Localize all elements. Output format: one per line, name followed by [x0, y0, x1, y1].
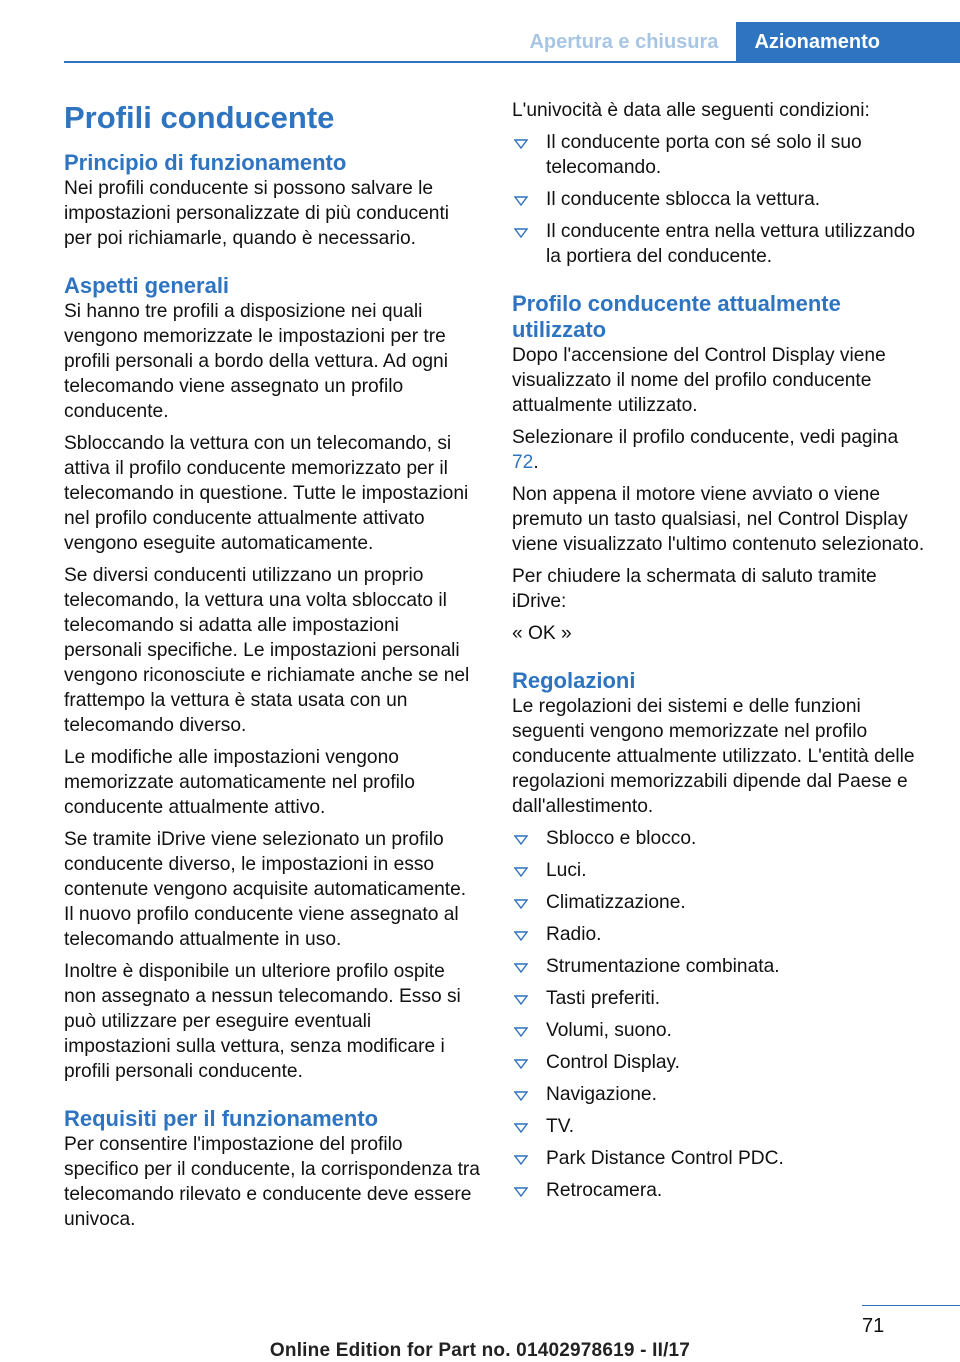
list-item [512, 1114, 928, 1139]
edition-footer: Online Edition for Part no. 01402978619 - II/17 [269, 1340, 691, 1361]
list-item-text: Radio. [546, 924, 602, 945]
triangle-bullet-icon [514, 1187, 528, 1197]
page-reference-link[interactable]: 72 [512, 452, 534, 473]
paragraph-text: Selezionare il profilo conducente, vedi pagina [512, 427, 899, 448]
list-item [512, 130, 928, 180]
triangle-bullet-icon [514, 1027, 528, 1037]
paragraph: Sbloccando la vettura con un telecomando, si attiva il profilo conducente memorizzato per il telecomando in questione. Tutte le impostazioni nel profilo conducente attualmente attivato vengono eseguite automaticamente. [64, 433, 469, 554]
paragraph: Si hanno tre profili a disposizione nei quali vengono memorizzate le impostazioni per tre profili personali a bordo della vettura. Ad ogni telecomando viene assegnato un profilo conducente. [64, 301, 448, 422]
list-item [512, 1146, 928, 1171]
header-section: Apertura e chiusura [529, 30, 719, 53]
list-item-text: Volumi, suono. [546, 1020, 672, 1041]
paragraph: « OK » [512, 623, 572, 644]
triangle-bullet-icon [514, 1059, 528, 1069]
paragraph: L'univocità è data alle seguenti condizioni: [512, 100, 870, 121]
list-item-text: Il conducente porta con sé solo il suo telecomando. [546, 132, 862, 178]
conditions-list [512, 130, 928, 269]
paragraph [512, 425, 928, 475]
header-rule [64, 61, 960, 63]
list-item [512, 954, 928, 979]
triangle-bullet-icon [514, 1155, 528, 1165]
paragraph-text: . [533, 452, 539, 473]
section-heading: Aspetti generali [64, 273, 230, 298]
section-heading: Requisiti per il funzionamento [64, 1106, 379, 1131]
list-item [512, 922, 928, 947]
triangle-bullet-icon [514, 963, 528, 973]
list-item-text: Luci. [546, 860, 587, 881]
list-item-text: Climatizzazione. [546, 892, 686, 913]
triangle-bullet-icon [514, 139, 528, 149]
paragraph: Dopo l'accensione del Control Display viene visualizzato il nome del profilo conducente attualmente utilizzato. [512, 345, 886, 416]
triangle-bullet-icon [514, 995, 528, 1005]
list-item-text: Park Distance Control PDC. [546, 1148, 784, 1169]
paragraph: Non appena il motore viene avviato o viene premuto un tasto qualsiasi, nel Control Display viene visualizzato l'ultimo contenuto selezionato. [512, 484, 925, 555]
triangle-bullet-icon [514, 1091, 528, 1101]
footer-rule [862, 1305, 960, 1306]
list-item [512, 1018, 928, 1043]
paragraph: Le regolazioni dei sistemi e delle funzioni seguenti vengono memorizzate nel profilo conducente attualmente utilizzato. L'entità delle regolazioni memorizzabili dipende dal Paese e dall'allestimento. [512, 696, 915, 817]
section-heading: Profilo conducente attualmente utilizzato [512, 291, 841, 342]
list-item [512, 890, 928, 915]
list-item [512, 1050, 928, 1075]
list-item-text: Il conducente sblocca la vettura. [546, 189, 821, 210]
right-column [512, 98, 928, 1210]
list-item-text: Tasti preferiti. [546, 988, 661, 1009]
paragraph: Per chiudere la schermata di saluto tramite iDrive: [512, 566, 877, 612]
header-chapter: Azionamento [736, 22, 960, 62]
list-item [512, 219, 928, 269]
paragraph: Per consentire l'impostazione del profilo specifico per il conducente, la corrispondenza tra telecomando rilevato e conducente deve essere univoca. [64, 1134, 480, 1230]
list-item [512, 1178, 928, 1203]
list-item [512, 986, 928, 1011]
triangle-bullet-icon [514, 835, 528, 845]
page-title: Profili conducente [64, 100, 335, 135]
triangle-bullet-icon [514, 196, 528, 206]
list-item [512, 858, 928, 883]
list-item-text: Strumentazione combinata. [546, 956, 780, 977]
list-item [512, 187, 928, 212]
paragraph: Se diversi conducenti utilizzano un proprio telecomando, la vettura una volta sbloccato il telecomando si adatta alle impostazioni personali specifiche. Le impostazioni personali vengono riconosciute e richiamate anche se nel frattempo la vettura è stata usata con un telecomando diverso. [64, 565, 470, 736]
paragraph: Inoltre è disponibile un ulteriore profilo ospite non assegnato a nessun telecomando. Esso si può utilizzare per eseguire eventuali impostazioni sulla vettura, senza modificare i profili personali conducente. [64, 961, 461, 1082]
list-item [512, 826, 928, 851]
list-item-text: Retrocamera. [546, 1180, 663, 1201]
paragraph: Nei profili conducente si possono salvare le impostazioni personalizzate di più conducenti per poi richiamarle, quando è necessario. [64, 178, 450, 249]
settings-list [512, 826, 928, 1203]
triangle-bullet-icon [514, 899, 528, 909]
triangle-bullet-icon [514, 867, 528, 877]
section-heading: Regolazioni [512, 668, 636, 693]
paragraph: Se tramite iDrive viene selezionato un profilo conducente diverso, le impostazioni in esso contenute vengono acquisite automaticamente. Il nuovo profilo conducente viene assegnato al telecomando attualmente in uso. [64, 829, 467, 950]
list-item-text: Sblocco e blocco. [546, 828, 697, 849]
list-item-text: TV. [546, 1116, 575, 1137]
page-number: 71 [862, 1315, 885, 1337]
paragraph: Le modifiche alle impostazioni vengono memorizzate automaticamente nel profilo conducente attualmente attivo. [64, 747, 415, 818]
list-item-text: Control Display. [546, 1052, 681, 1073]
list-item-text: Navigazione. [546, 1084, 657, 1105]
triangle-bullet-icon [514, 228, 528, 238]
page-header [511, 22, 960, 62]
list-item-text: Il conducente entra nella vettura utilizzando la portiera del conducente. [546, 221, 916, 267]
triangle-bullet-icon [514, 931, 528, 941]
left-column [64, 98, 480, 1239]
section-heading: Principio di funzionamento [64, 150, 347, 175]
triangle-bullet-icon [514, 1123, 528, 1133]
list-item [512, 1082, 928, 1107]
